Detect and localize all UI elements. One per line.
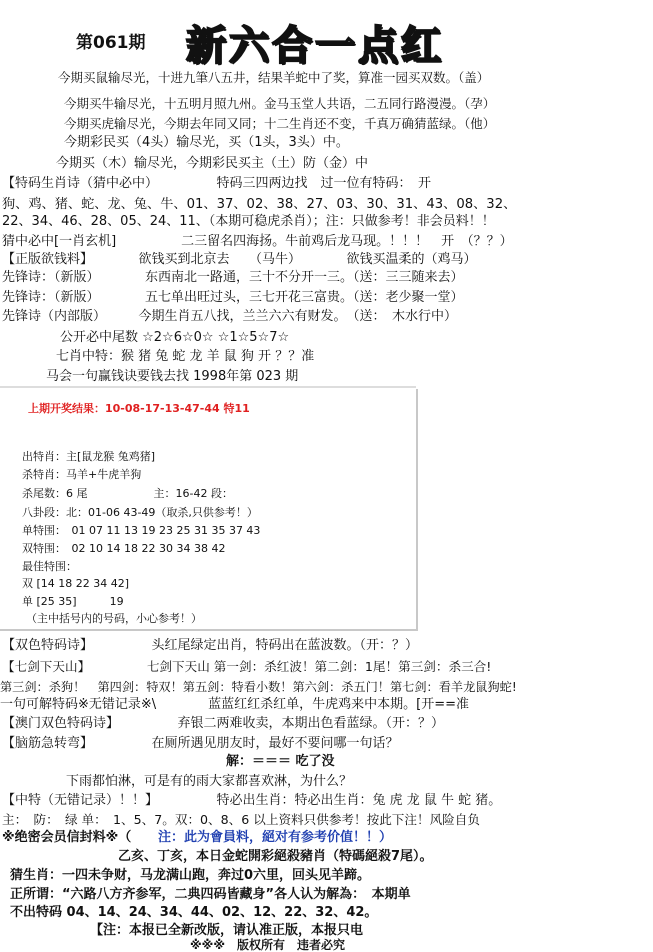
one-phrase-line: 一句可解特码※无错记录※\ 蓝蓝红红杀红单，牛虎鸡来中本期。[开==准: [0, 697, 470, 712]
pioneer-poem-1: 先锋诗：（新版） 东西南北一路通，三十不分开一三。（送：三三随来去）: [2, 270, 464, 285]
last-draw-result: 上期开奖结果：10-08-17-13-47-44 特11: [28, 402, 250, 415]
last-result-panel: [0, 389, 418, 631]
notice-line: 【注：本报已全新改版，请认准正版，本报只电: [90, 923, 364, 938]
newspaper-title: 新六合一点红: [186, 22, 444, 69]
horse-club-line: 马会一句赢钱诀要钱去找 1998年第 023 期: [46, 369, 299, 384]
brain-teaser: 【脑筋急转弯】 在厕所遇见朋友时，最好不要问哪一句话？: [2, 736, 399, 751]
result-row-5: 单特围： 01 07 11 13 19 23 25 31 35 37 43: [22, 524, 261, 537]
pioneer-poem-3: 先锋诗（内部版） 今期生肖五八找，兰兰六六有财发。 （送： 木水行中）: [2, 309, 458, 324]
result-row-8: 双 [14 18 22 34 42]: [22, 577, 130, 590]
verse-line-3: 今期买虎输尽光，今期去年同又同；十二生肖还不变，千真万确猜蓝绿。（他）: [64, 116, 496, 131]
brain-teaser-answer: 解：＝＝＝ 吃了没: [226, 754, 335, 769]
special-code-header: 【特码生肖诗（猜中必中） 特码三四两边找 过一位有特码： 开: [2, 176, 432, 191]
result-row-9: 单 [25 35] 19: [22, 595, 124, 608]
result-row-6: 双特围： 02 10 14 18 22 30 34 38 42: [22, 542, 226, 555]
as-they-say: 正所谓：“六路八方齐参军，二典四码皆藏身”各人认为解為： 本期单: [10, 887, 411, 902]
special-code-list-1: 狗、鸡、猪、蛇、龙、兔、牛、01、37、02、38、27、03、30、31、43、08、32、: [2, 197, 517, 212]
seven-swords-2: 第三剑：杀狗！ 第四剑：特双！第五剑：特看小数！第六剑：杀五门！第七剑：看羊龙鼠狗蛇!: [0, 680, 517, 694]
result-row-4: 八卦段：北：01-06 43-49（取杀,只供参考！）: [22, 506, 258, 519]
special-code-list-2: 22、34、46、28、05、24、11、（本期可稳虎杀肖）；注：只做参考！非会员料！！: [2, 214, 495, 229]
seven-swords-1: 【七剑下天山】 七剑下天山 第一剑：杀红波！第二剑：1尾！第三剑：杀三合!: [2, 659, 492, 674]
seven-zodiac: 七肖中特：猴 猪 兔 蛇 龙 羊 鼠 狗 开 ？？准: [56, 349, 315, 364]
no-special-code: 不出特码 04、14、24、34、44、02、12、22、32、42。: [10, 905, 378, 920]
verse-line-2: 今期买牛输尽光，十五明月照九州。金马玉堂人共语，二五同行路漫漫。（孕）: [64, 96, 496, 111]
guess-zodiac: 猜生肖：一四未争财，马龙满山跑，奔过0六里，回头见羊蹄。: [10, 868, 371, 883]
verse-line-4: 今期彩民买（4头）输尽光，买（1头，3头）中。: [64, 135, 349, 150]
verse-line-5: 今期买（木）输尽光，今期彩民买主（土）防（金）中: [56, 156, 369, 171]
one-zodiac-line: 猜中必中[一肖玄机] 二三留名四海扬。牛前鸡后龙马现。！！！ 开 （？？）: [2, 234, 513, 249]
result-row-3: 杀尾数：6 尾 主：16-42 段：: [22, 487, 233, 500]
result-row-10: （主中括号内的号码，小心参考！）: [26, 612, 202, 625]
member-note: 注：此为會員料，絕对有参考价值！！）: [158, 830, 393, 845]
result-row-2: 杀特肖：马羊+牛虎羊狗: [22, 468, 142, 481]
result-row-1: 出特肖：主[鼠龙猴 兔鸡猪]: [22, 450, 156, 463]
kill-pig-line: 乙亥、丁亥，本日金蛇開彩絕殺豬肖（特碼絕殺7尾）。: [118, 849, 433, 864]
result-row-7: 最佳特围：: [22, 560, 77, 573]
rain-riddle: 下雨都怕淋，可是有的雨大家都喜欢淋，为什么？: [66, 774, 353, 789]
tail-numbers: 公开必中尾数 ☆2☆6☆0☆ ☆1☆5☆7☆: [60, 330, 290, 345]
genuine-money-line: 【正版欲钱料】 欲钱买到北京去 （马牛） 欲钱买温柔的（鸡马）: [2, 252, 477, 267]
main-guard-line: 主： 防： 绿 单： 1、5、7。双：0、8、6 以上资料只供参考！按此下注！风险自负: [2, 812, 480, 827]
divider: [0, 386, 416, 388]
no-error-special: 【中特（无错记录）！！】 特必出生肖：特必出生肖：兔 虎 龙 鼠 牛 蛇 猪。: [2, 793, 502, 808]
copyright-line: ※※※ 版权所有 违者必究: [190, 938, 345, 952]
macau-two-color: 【澳门双色特码诗】 弃银二两难收卖，本期出色看蓝绿。（开：？）: [2, 716, 445, 731]
two-color-poem: 【双色特码诗】 头红尾绿定出肖，特码出在蓝波数。（开：？）: [2, 638, 419, 653]
verse-line-1: 今期买鼠输尽光，十进九筆八五井，结果羊蛇中了奖，算准一园买双数。（盖）: [58, 70, 490, 85]
pioneer-poem-2: 先锋诗：（新版） 五七单出旺过头，三七开花三富贵。（送：老少聚一堂）: [2, 290, 464, 305]
secret-member-label: ※绝密会员信封料※（: [2, 830, 132, 845]
issue-number: 第061期: [76, 33, 146, 53]
